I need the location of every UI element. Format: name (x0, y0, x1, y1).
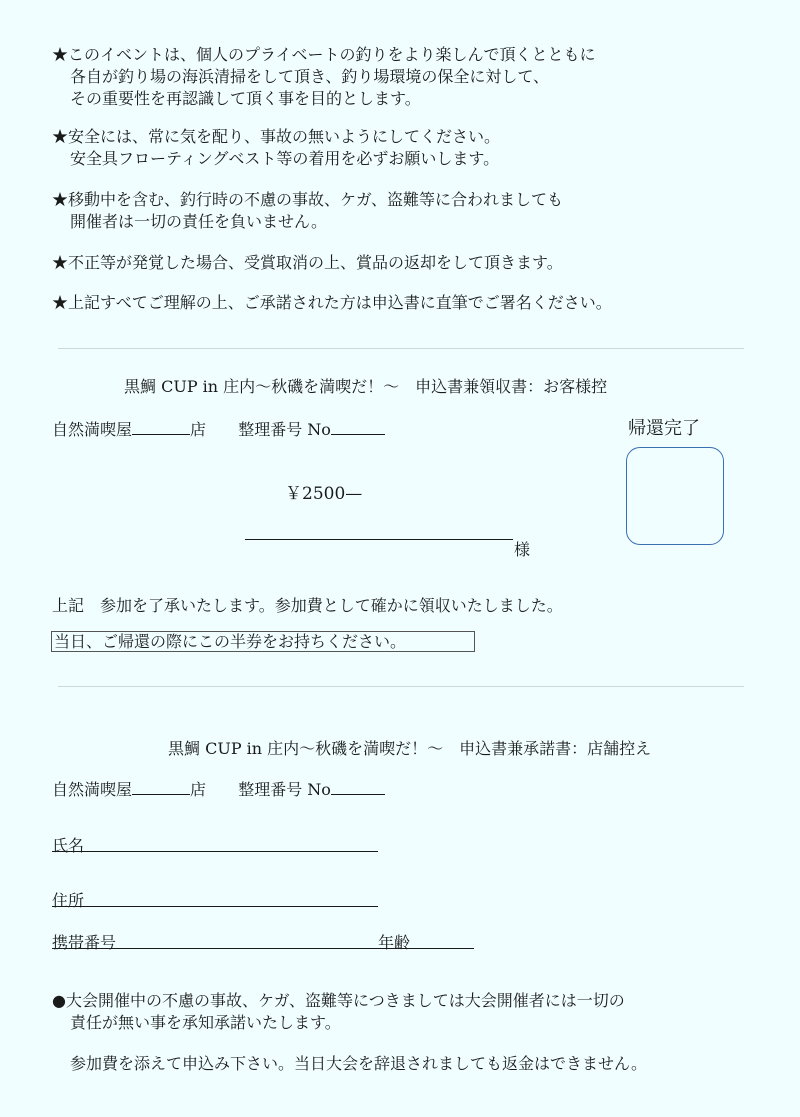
receipt-text: 上記 参加を了承いたします。参加費として確かに領収いたしました。 (52, 596, 563, 615)
star-bullet-icon: ★ (52, 127, 69, 146)
circle-bullet-icon: ● (52, 991, 66, 1010)
phone-field[interactable] (52, 931, 378, 949)
fee-note: 参加費を添えて申込み下さい。当日大会を辞退されましても返金はできません。 (70, 1054, 647, 1073)
number-field[interactable] (331, 419, 385, 435)
customer-name-field[interactable] (245, 539, 513, 540)
address-label: 住所 (52, 891, 85, 910)
return-note: 当日、ご帰還の際にこの半券をお持ちください。 (51, 631, 475, 652)
name-field[interactable] (52, 834, 378, 852)
number-label: 整理番号 No (238, 420, 331, 439)
shop-prefix: 自然満喫屋 (52, 420, 133, 439)
receipt-title: 黒鯛 CUP in 庄内〜秋磯を満喫だ！〜 申込書兼領収書：お客様控 (124, 377, 608, 396)
star-bullet-icon: ★ (52, 190, 69, 209)
notice-line: このイベントは、個人のプライベートの釣りをより楽しんで頂くとともに (68, 45, 596, 64)
shop-suffix: 店 (190, 420, 207, 439)
shop-copy-shop-row (52, 777, 385, 800)
notice-1 (52, 44, 596, 110)
address-field[interactable] (52, 889, 378, 907)
number-field[interactable] (331, 779, 385, 795)
return-stamp-box[interactable] (626, 447, 724, 545)
name-label: 氏名 (52, 836, 85, 855)
notice-2 (52, 126, 500, 170)
shop-name-field[interactable] (132, 419, 190, 435)
agreement-line: 大会開催中の不慮の事故、ケガ、盗難等につきましては大会開催者には一切の (65, 991, 625, 1010)
star-bullet-icon: ★ (52, 293, 69, 312)
agreement-line: 責任が無い事を承知承諾いたします。 (70, 1013, 341, 1032)
agreement-text (52, 990, 625, 1034)
age-label: 年齢 (378, 933, 411, 952)
sama-label: 様 (514, 540, 531, 559)
fee-amount: ￥2500— (285, 484, 363, 504)
notice-line: 安全具フローティングベスト等の着用を必ずお願いします。 (70, 149, 500, 168)
notice-4 (52, 252, 563, 274)
star-bullet-icon: ★ (52, 253, 69, 272)
notice-line: 上記すべてご理解の上、ご承諾された方は申込書に直筆でご署名ください。 (68, 293, 612, 312)
notice-line: その重要性を再認識して頂く事を目的とします。 (70, 89, 421, 108)
notice-line: 不正等が発覚した場合、受賞取消の上、賞品の返却をして頂きます。 (68, 253, 563, 272)
age-field[interactable] (378, 931, 474, 949)
shop-copy-title: 黒鯛 CUP in 庄内〜秋磯を満喫だ！〜 申込書兼承諾書：店舗控え (168, 739, 652, 758)
phone-label: 携帯番号 (52, 933, 117, 952)
return-label: 帰還完了 (628, 418, 700, 439)
shop-name-field[interactable] (132, 779, 190, 795)
notice-3 (52, 189, 563, 233)
receipt-shop-row (52, 417, 385, 440)
number-label: 整理番号 No (238, 780, 331, 799)
notice-line: 各自が釣り場の海浜清掃をして頂き、釣り場環境の保全に対して、 (70, 67, 550, 86)
notice-line: 開催者は一切の責任を負いません。 (70, 212, 327, 231)
notice-line: 安全には、常に気を配り、事故の無いようにしてください。 (68, 127, 501, 146)
notice-5 (52, 292, 612, 314)
shop-prefix: 自然満喫屋 (52, 780, 133, 799)
divider (58, 686, 744, 687)
divider (58, 348, 744, 349)
notice-line: 移動中を含む、釣行時の不慮の事故、ケガ、盗難等に合われましても (68, 190, 564, 209)
star-bullet-icon: ★ (52, 45, 69, 64)
shop-suffix: 店 (190, 780, 207, 799)
